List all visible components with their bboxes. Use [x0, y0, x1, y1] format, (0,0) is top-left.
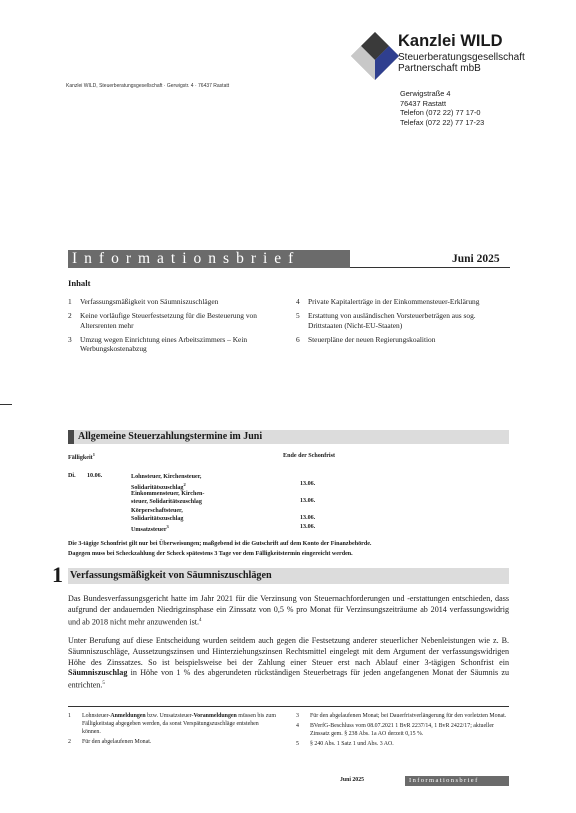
footnotes-left	[68, 712, 278, 746]
firm-logo-mark	[349, 30, 401, 82]
tax-row-end: 13.06.	[300, 498, 316, 504]
toc-heading: Inhalt	[68, 278, 91, 288]
address-fax: Telefax (072 22) 77 17-23	[400, 118, 485, 128]
address-street: Gerwigstraße 4	[400, 89, 451, 98]
tax-section-title: Allgemeine Steuerzahlungstermine im Juni	[78, 431, 263, 442]
newsletter-title: Informationsbrief	[72, 250, 301, 267]
tax-row: Lohnsteuer, Kirchensteuer, Solidaritätszuschlag$^2$	[131, 474, 202, 492]
scheck-notice: Dagegen muss bei Scheckzahlung der Scheck spätestens 3 Tage vor dem Fälligkeitstermin eingereicht werden.	[68, 551, 353, 557]
firm-name: Kanzlei WILD	[398, 32, 503, 50]
firm-subtitle-2: Partnerschaft mbB	[398, 63, 481, 74]
footnote-3: 3 Für den abgelaufenen Monat; bei Dauerfristverlängerung für den vorletzten Monat.	[296, 713, 507, 719]
title-bar	[68, 250, 350, 268]
tax-row: Körperschaftsteuer, Solidaritätszuschlag	[131, 508, 184, 522]
tax-row-end: 13.06.	[300, 524, 316, 530]
toc-item: 5 Erstattung von ausländischen Vorsteuerbeträgen aus sog. Drittstaaten (Nicht-EU-Staaten)	[296, 311, 476, 330]
footnote-4: 4 BVerfG-Beschluss vom 08.07.2021 1 BvR 2237/14, 1 BvR 2422/17; aktueller Zinssatz gem. § 238 Abs. 1a AO derzeit 0,15 %.	[296, 723, 494, 737]
section-1-paragraph-1: Das Bundesverfassungsgericht hatte im Jahr 2021 für die Verzinsung von Steuernachforderungen und -erstattungen entschieden, dass aufgrund der andauernden Niedrigzinsphase ein Zinssatz von 0,5 % pro Monat für Verzinsungszeiträume ab 2014 verfassungswidrig und ab 2018 nicht mehr anzuwenden ist.$^4$	[68, 594, 509, 627]
footnote-rule	[68, 706, 509, 707]
address-city: 76437 Rastatt	[400, 98, 447, 108]
firm-subtitle-1: Steuerberatungsgesellschaft	[398, 52, 525, 63]
issue-date: Juni 2025	[452, 253, 500, 265]
schonfrist-notice: Die 3-tägige Schonfrist gilt nur bei Überweisungen; maßgebend ist die Gutschrift auf dem Konto der Finanzbehörde.	[68, 541, 372, 547]
firm-address	[400, 89, 484, 128]
fold-mark	[0, 404, 12, 405]
toc-left-column	[68, 297, 278, 353]
due-date: 10.06.	[87, 473, 103, 479]
toc-item: 3 Umzug wegen Einrichtung eines Arbeitszimmers – Kein Werbungskostenabzug	[68, 334, 248, 354]
toc-item: 4 Private Kapitalerträge in der Einkommensteuer-Erklärung	[296, 297, 480, 306]
footnote-2: 2 Für den abgelaufenen Monat.	[68, 739, 152, 745]
address-phone: Telefon (072 22) 77 17-0	[400, 108, 481, 118]
section-1-number: 1	[52, 562, 63, 587]
tax-row-end: 13.06.	[300, 481, 316, 487]
tax-row-end: 13.06.	[300, 515, 316, 521]
title-rule	[350, 267, 510, 268]
col-due-header: Fälligkeit$^1$	[68, 452, 95, 462]
footer-label: Informationsbrief	[409, 777, 479, 784]
toc-item: 6 Steuerpläne der neuen Regierungskoalition	[296, 334, 436, 344]
footnote-1: 1 Lohnsteuer-Anmeldungen bzw. Umsatzsteuer-Voranmeldungen müssen bis zum Fälligkeitstag abgegeben werden, da sonst Verspätungszuschläge entstehen können.	[68, 713, 276, 735]
tax-section-marker	[68, 430, 74, 444]
footnote-5: 5 § 240 Abs. 1 Satz 1 und Abs. 3 AO.	[296, 741, 394, 747]
tax-row: Einkommensteuer, Kirchen- steuer, Solidaritätszuschlag	[131, 491, 205, 505]
due-day: Di.	[68, 473, 76, 479]
toc-item: 1 Verfassungsmäßigkeit von Säumniszuschlägen	[68, 297, 219, 306]
footnotes-right	[296, 712, 509, 748]
sender-line: Kanzlei WILD, Steuerberatungsgesellschaft · Gerwigstr. 4 · 76437 Rastatt	[66, 83, 230, 89]
tax-row: Umsatzsteuer$^3$	[131, 524, 169, 534]
toc-item: 2 Keine vorläufige Steuerfestsetzung für die Besteuerung von Altersrenten mehr	[68, 311, 257, 330]
col-end-header: Ende der Schonfrist	[283, 453, 336, 459]
section-1-paragraph-2: Unter Berufung auf diese Entscheidung wurden seitdem auch gegen die Festsetzung anderer steuerlicher Nebenleistungen wie z. B. Säumniszuschläge, Aussetzungszinsen und Hinterziehungszinsen Rechtsmittel eingelegt mit dem Argument der verfassungswidrigen Höhe des Zinssatzes. So ist beispielsweise bei der Zahlung einer Steuer erst nach Ablauf einer 3-tägigen Schonfrist ein Säumniszuschlag in Höhe von 1 % des abgerundeten rückständigen Steuerbetrags für jeden angefangenen Monat der Säumnis zu entrichten.$^5$	[68, 636, 509, 690]
footer-date: Juni 2025	[340, 777, 364, 783]
toc-right-column	[296, 297, 501, 344]
section-1-title: Verfassungsmäßigkeit von Säumniszuschlägen	[70, 570, 272, 581]
